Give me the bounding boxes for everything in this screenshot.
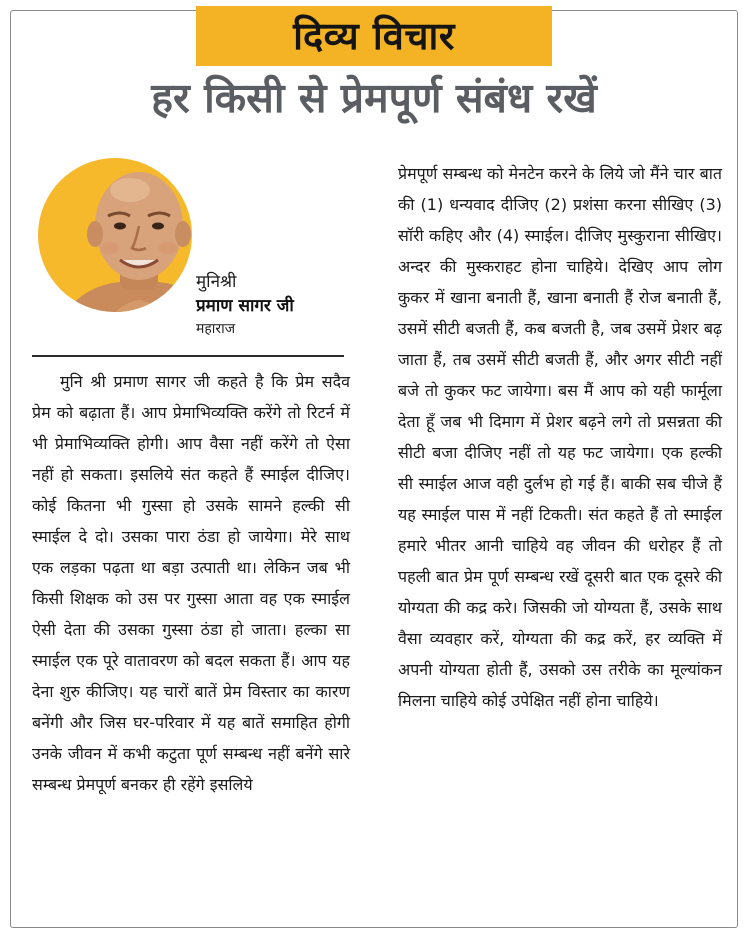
author-photo — [64, 164, 192, 312]
byline-divider — [32, 355, 344, 357]
author-portrait-circle — [38, 158, 192, 312]
author-byline — [196, 270, 356, 340]
byline-suffix: महाराज — [196, 321, 236, 337]
author-name: प्रमाण सागर जी — [196, 296, 294, 316]
byline-prefix: मुनिश्री — [196, 272, 237, 292]
article-headline: हर किसी से प्रेमपूर्ण संबंध रखें — [151, 74, 597, 122]
section-header-band — [196, 6, 552, 66]
section-title: दिव्य विचार — [293, 14, 455, 58]
article-column-right: प्रेमपूर्ण सम्बन्ध को मेनटेन करने के लिये जो मैंने चार बात की (1) धन्यवाद दीजिए (2) प्रशंसा करना सीखिए (3) सॉरी कहिए और (4) स्माईल। दीजिए मुस्कुराना सीखिए। अन्दर की मुस्कराहट होना चाहिये। देखिए आप लोग कुकर में खाना बनाती हैं, खाना बनाती हैं रोज बनाती हैं, उसमें सीटी बजती हैं, कब बजती है, जब उसमें प्रेशर बढ़ जाता हैं, तब उसमें सीटी बजती हैं, और अगर सीटी नहीं बजे तो कुकर फट जायेगा। बस मैं आप को यही फार्मूला देता हूँ जब भी दिमाग में प्रेशर बढ़ने लगे तो प्रसन्नता की सीटी बजा दीजिए नहीं तो यह फट जायेगा। एक हल्की सी स्माईल आज वही दुर्लभ हो गई हैं। बाकी सब चीजे हैं यह स्माईल पास में नहीं टिकती। संत कहते हैं तो स्माईल हमारे भीतर आनी चाहिये वह जीवन की धरोहर हैं तो पहली बात प्रेम पूर्ण सम्बन्ध रखें दूसरी बात एक दूसरे की योग्यता की कद्र करे। जिसकी जो योग्यता हैं, उसके साथ वैसा व्यवहार करें, योग्यता की कद्र करें, हर व्यक्ति में अपनी योग्यता होती हैं, उसको उस तरीके का मूल्यांकन मिलना चाहिये कोई उपेक्षित नहीं होना चाहिये। — [398, 164, 722, 710]
article-column-left: मुनि श्री प्रमाण सागर जी कहते है कि प्रेम सदैव प्रेम को बढ़ाता हैं। आप प्रेमाभिव्यक्ति करेंगे तो रिटर्न में भी प्रेमाभिव्यक्ति होगी। आप वैसा नहीं करेंगे तो ऐसा नहीं हो सकता। इसलिये संत कहते हैं स्माईल दीजिए। कोई कितना भी गुस्सा हो उसके सामने हल्की सी स्माईल दे दो। उसका पारा ठंडा हो जायेगा। मेरे साथ एक लड़का पढ़ता था बड़ा उत्पाती था। लेकिन जब भी किसी शिक्षक को उस पर गुस्सा आता वह एक स्माईल ऐसी देता की उसका गुस्सा ठंडा हो जाता। हल्का सा स्माईल एक पूरे वातावरण को बदल सकता हैं। आप यह देना शुरु कीजिए। यह चारों बातें प्रेम विस्तार का कारण बनेंगी और जिस घर-परिवार में यह बातें समाहित होगी उनके जीवन में कभी कटुता पूर्ण सम्बन्ध नहीं बनेंगे सारे सम्बन्ध प्रेमपूर्ण बनकर ही रहेंगे इसलिये — [32, 372, 350, 794]
